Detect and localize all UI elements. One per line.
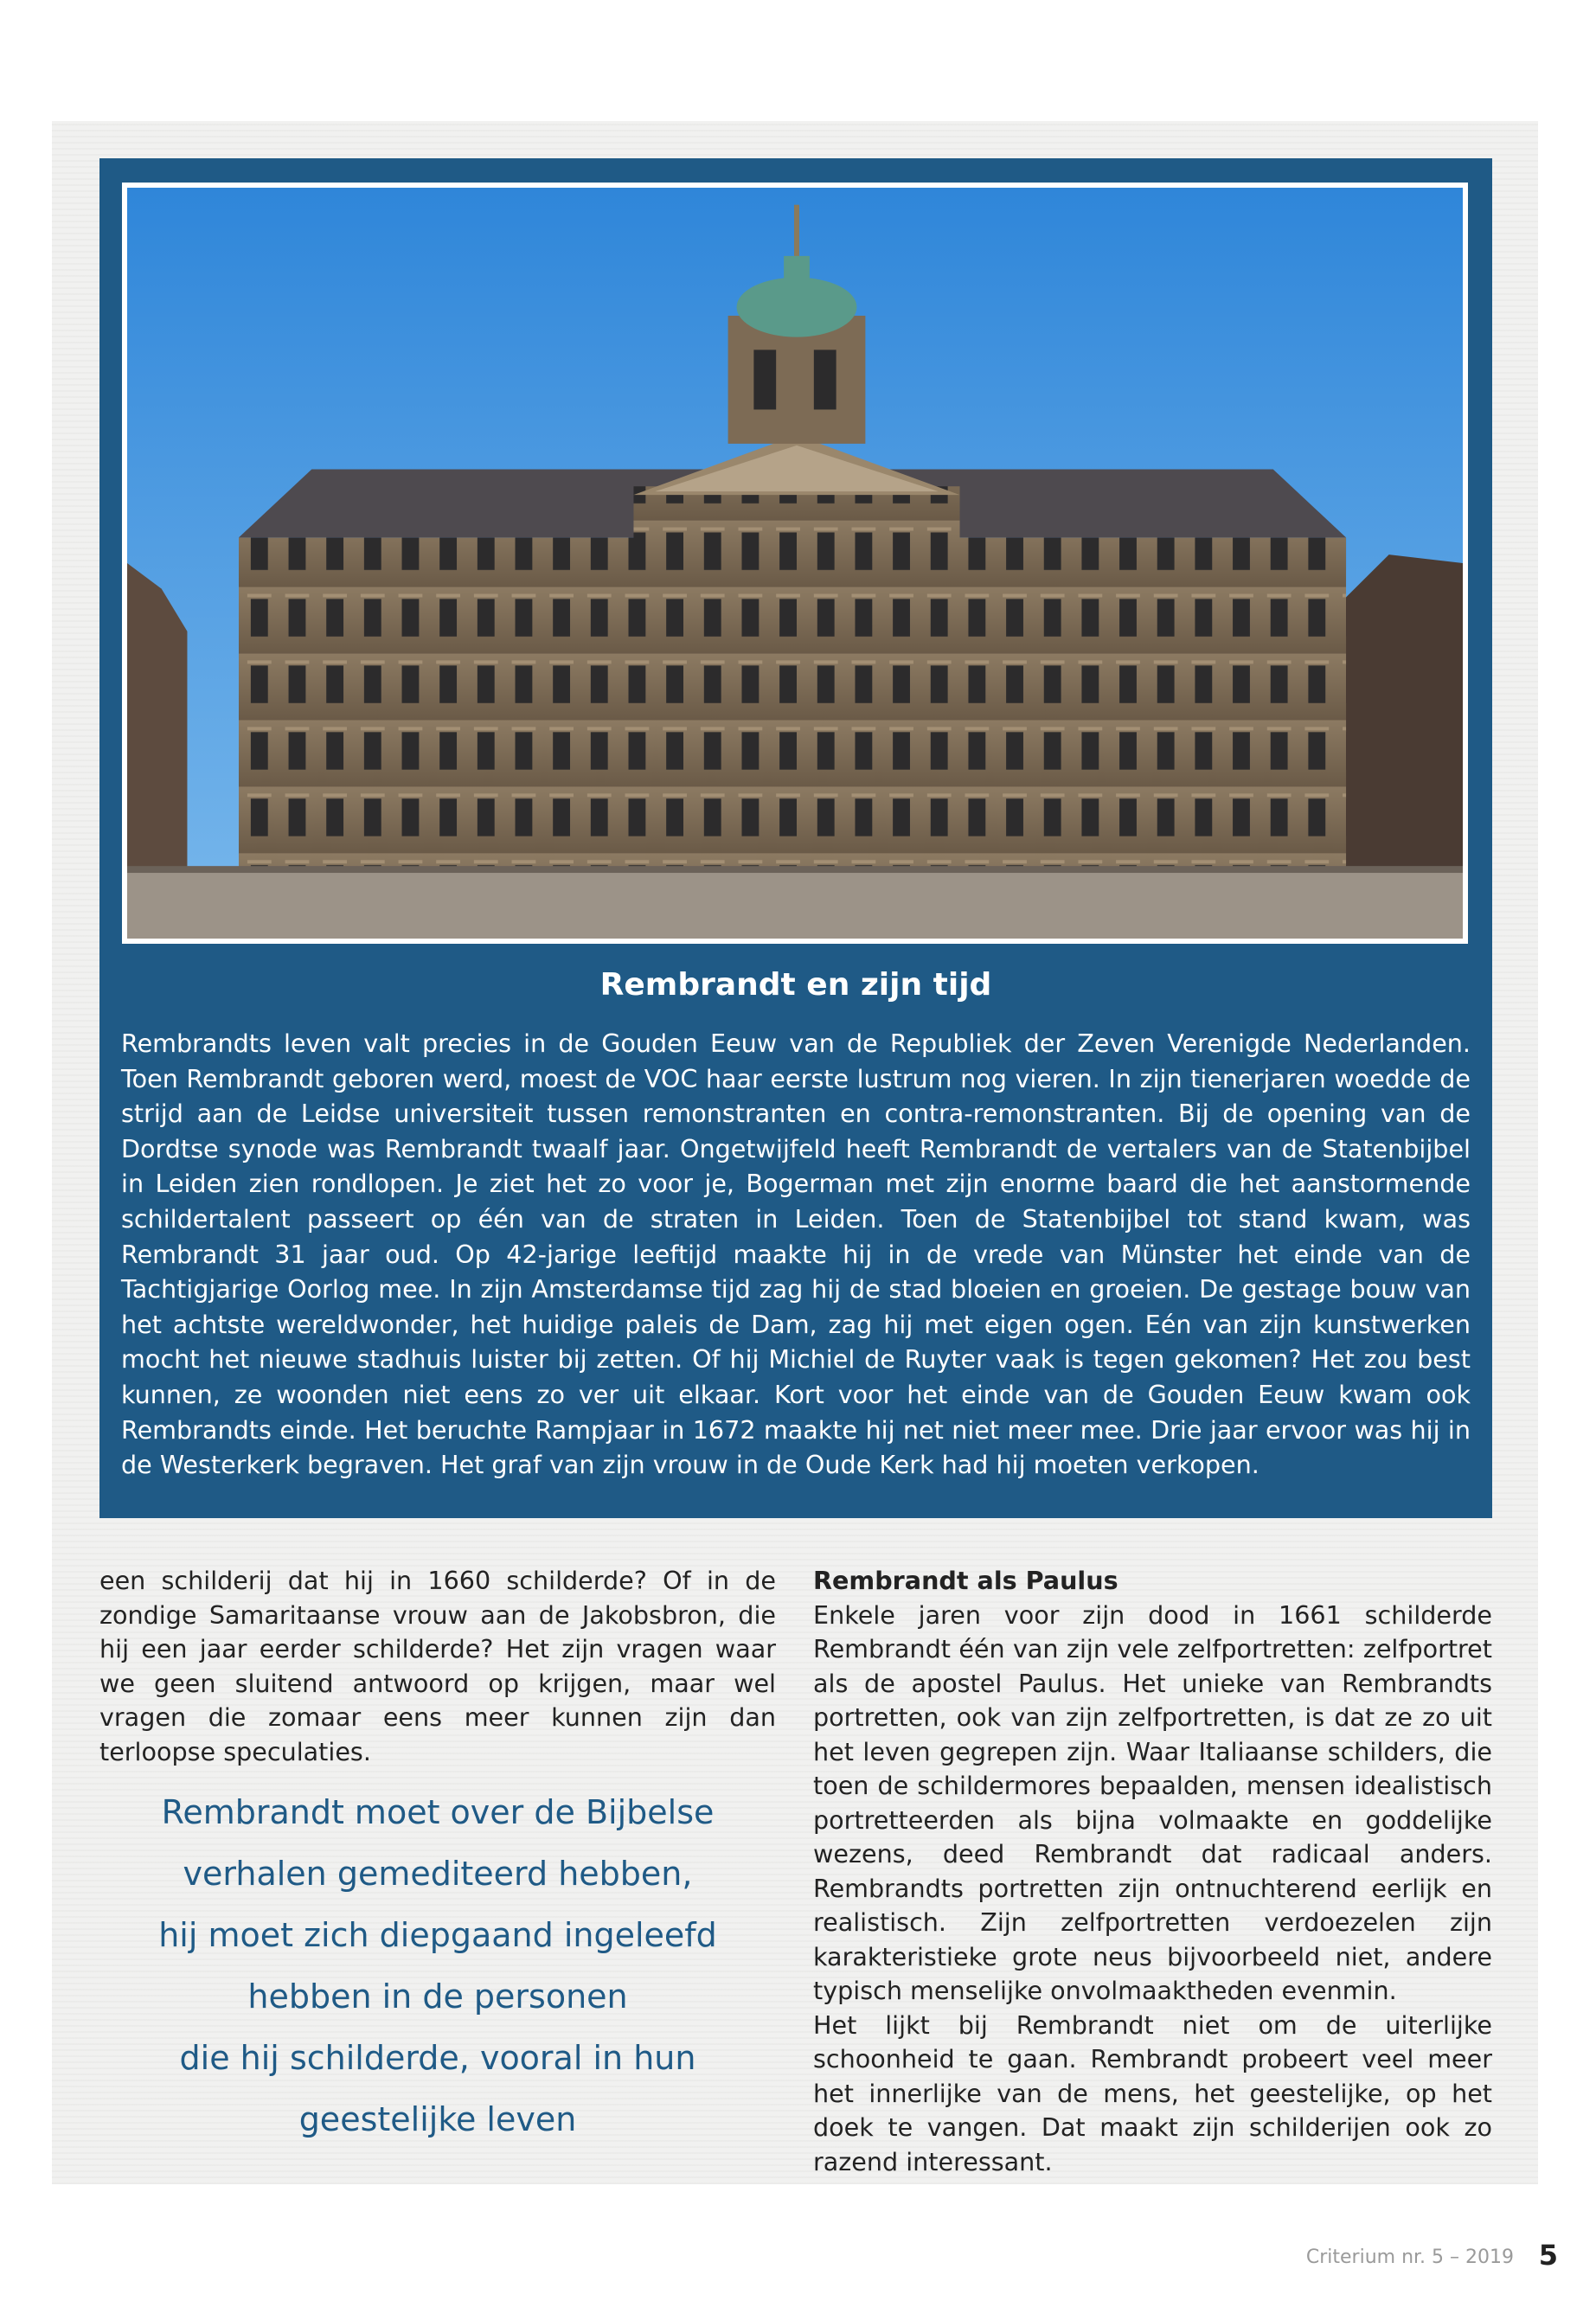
pull-quote-line: hij moet zich diepgaand ingeleefd — [158, 1916, 717, 1954]
pull-quote-line: Rembrandt moet over de Bijbelse — [161, 1793, 715, 1831]
palace-photo — [122, 183, 1468, 944]
pull-quote-line: geestelijke leven — [298, 2100, 577, 2138]
right-column-heading: Rembrandt als Paulus — [813, 1566, 1118, 1595]
box-title: Rembrandt en zijn tijd — [599, 967, 992, 1003]
left-column-text: een schilderij dat hij in 1660 schilderde? Of in de zondige Samaritaanse vrouw aan de Jakobsbron, die hij een jaar eerder schilderde? Het zijn vragen waar we geen sluitend antwoord op krijgen, maar wel vragen die zomaar eens meer kunnen zijn dan terloopse speculaties. — [99, 1566, 776, 1766]
palace-illustration — [127, 188, 1463, 939]
footer-label: Criterium nr. 5 – 2019 — [1305, 2247, 1514, 2268]
right-column — [813, 1564, 1492, 2179]
pull-quote-line: hebben in de personen — [247, 1977, 628, 2016]
right-column-paragraph: Het lijkt bij Rembrandt niet om de uiterlijke schoonheid te gaan. Rembrandt probeert veel meer het innerlijke van de mens, het geestelijke, op het doek te vangen. Dat maakt zijn schilderijen ook zo razend interessant. — [813, 2009, 1492, 2176]
pull-quote — [99, 1782, 776, 2150]
box-text: Rembrandts leven valt precies in de Gouden Eeuw van de Republiek der Zeven Verenigde Nederlanden. Toen Rembrandt geboren werd, moest de VOC haar eerste lustrum nog vieren. In zijn tienerjaren woedde de strijd aan de Leidse universiteit tussen remonstranten en contra-remonstranten. Bij de opening van de Dordtse synode was Rembrandt twaalf jaar. Ongetwijfeld heeft Rembrandt de vertalers van de Statenbijbel in Leiden zien rondlopen. Je ziet het zo voor je, Bogerman met zijn enorme baard die het aanstormende schildertalent passeert op één van de straten in Leiden. Toen de Statenbijbel tot stand kwam, was Rembrandt 31 jaar oud. Op 42-jarige leeftijd maakte hij in de vrede van Münster het einde van de Tachtigjarige Oorlog mee. In zijn Amsterdamse tijd zag hij de stad bloeien en groeien. De gestage bouw van het achtste wereldwonder, het huidige paleis de Dam, zag hij met eigen ogen. Eén van zijn kunstwerken mocht het nieuwe stadhuis luister bij zetten. Of hij Michiel de Ruyter vaak is tegen gekomen? Het zou best kunnen, ze woonden niet eens zo ver uit elkaar. Kort voor het einde van de Gouden Eeuw kwam ook Rembrandts einde. Het beruchte Rampjaar in 1672 maakte hij net niet meer mee. Drie jaar ervoor was hij in de Westerkerk begraven. Het graf van zijn vrouw in de Oude Kerk had hij moeten verkopen. — [121, 1029, 1471, 1480]
pull-quote-line: verhalen gemediteerd hebben, — [183, 1855, 693, 1893]
page-number: 5 — [1538, 2239, 1558, 2272]
right-column-paragraph: Enkele jaren voor zijn dood in 1661 schilderde Rembrandt één van zijn vele zelfportretten: zelfportret als de apostel Paulus. Het unieke van Rembrandts portretten, ook van zijn zelfportretten, is dat ze zo uit het leven gegrepen zijn. Waar Italiaanse schilders, die toen de schildermores bepaalden, mensen idealistisch portretteerden als bijna volmaakte en goddelijke wezens, deed Rembrandt dat radicaal anders. Rembrandts portretten zijn ontnuchterend eerlijk en realistisch. Zijn zelfportretten verdoezelen zijn karakteristieke grote neus bijvoorbeeld niet, andere typisch menselijke onvolmaaktheden evenmin. — [813, 1599, 1492, 2005]
feature-box — [99, 158, 1492, 1518]
pull-quote-line: die hij schilderde, vooral in hun — [179, 2039, 696, 2077]
